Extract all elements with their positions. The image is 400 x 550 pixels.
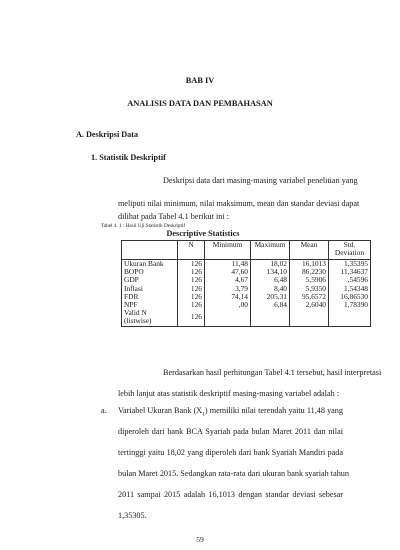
table-header-cell: Minimum (205, 241, 251, 260)
chapter-number: BAB IV (185, 76, 215, 85)
table-cell: 126 (178, 285, 205, 293)
list-item-line: 1,35305. (118, 511, 147, 520)
page-number: 59 (196, 535, 204, 544)
table-cell: 134,10 (251, 268, 290, 276)
table-cell: 16,1013 (290, 260, 329, 269)
table-cell: BOPO (122, 268, 178, 276)
table-cell: 126 (178, 301, 205, 309)
table-title: Descriptive Statistics (166, 229, 240, 238)
list-item-line: tertinggi yaitu 18,02 yang diperoleh dari bank Syariah Mandiri pada (118, 448, 343, 457)
table-header-row (122, 241, 371, 260)
table-cell: 126 (178, 268, 205, 276)
table-cell: 1,54348 (329, 285, 371, 293)
table-header-cell: Maximum (251, 241, 290, 260)
table-cell: Ukuran Bank (122, 260, 178, 269)
list-item-line: bulan Maret 2015. Sedangkan rata-rata dari ukuran bank syariah tahun (118, 469, 349, 478)
section-heading: A. Deskripsi Data (76, 130, 139, 139)
table-row (122, 309, 371, 326)
table-cell: ,54596 (329, 276, 371, 284)
analysis-line: lebih lanjut atas statistik deskriptif masing-masing variabel adalah : (118, 389, 340, 398)
table-cell: 6,84 (251, 301, 290, 309)
intro-line: dilihat pada Tabel 4.1 berikut ini : (118, 212, 229, 221)
table-cell: 4,67 (205, 276, 251, 284)
list-item-text: Variabel Ukuran Bank (X (118, 406, 203, 415)
table-row (122, 301, 371, 309)
table-header-cell: Mean (290, 241, 329, 260)
list-item-line: diperoleh dari bank BCA Syariah pada bulan Maret 2011 dan nilai (118, 427, 343, 436)
list-item-line (118, 406, 343, 418)
intro-line: Deskripsi data dari masing-masing variabel penelitian yang (163, 176, 358, 185)
table-cell (329, 309, 371, 326)
table-cell: 6,48 (251, 276, 290, 284)
table-cell: 126 (178, 276, 205, 284)
table-cell: 11,48 (205, 260, 251, 269)
table-cell: ,00 (205, 301, 251, 309)
table-cell: FDR (122, 293, 178, 301)
descriptive-statistics-table (121, 240, 371, 327)
table-cell (251, 309, 290, 326)
table-cell: 74,14 (205, 293, 251, 301)
table-cell: 126 (178, 293, 205, 301)
table-cell: 8,40 (251, 285, 290, 293)
table-cell: 5,9350 (290, 285, 329, 293)
table-cell: NPF (122, 301, 178, 309)
table-cell: GDP (122, 276, 178, 284)
table-cell: 47,60 (205, 268, 251, 276)
table-header-cell: N (178, 241, 205, 260)
table-cell (290, 309, 329, 326)
table-cell: 1,35395 (329, 260, 371, 269)
table-caption: Tabel 4. 1 : Hasil Uji Statistik Deskriptif (101, 223, 186, 229)
table-cell: 2,6040 (290, 301, 329, 309)
list-item-line: 2011 sampai 2015 adalah 16,1013 dengan standar deviasi sebesar (118, 490, 343, 499)
chapter-title: ANALISIS DATA DAN PEMBAHASAN (127, 99, 273, 108)
table-cell: 18,02 (251, 260, 290, 269)
table-cell: 11,34637 (329, 268, 371, 276)
table-cell: 1,78390 (329, 301, 371, 309)
table-cell: 5,5906 (290, 276, 329, 284)
table-cell: 3,79 (205, 285, 251, 293)
table-cell: Inflasi (122, 285, 178, 293)
list-item-text: ) memiliki nilai terendah yaitu 11,48 yang (204, 406, 343, 415)
table-cell (205, 309, 251, 326)
table-cell: 86,2230 (290, 268, 329, 276)
analysis-line: Berdasarkan hasil perhitungan Tabel 4.1 tersebut, hasil interpretasi (163, 368, 382, 377)
table-header-cell: Std. Deviation (329, 241, 371, 260)
table-cell: 16,86530 (329, 293, 371, 301)
table-cell: Valid N (listwise) (122, 309, 178, 326)
list-marker: a. (101, 406, 107, 415)
table-header-cell (122, 241, 178, 260)
intro-line: meliputi nilai minimum, nilai maksimum, mean dan standar deviasi dapat (118, 199, 360, 208)
table-cell: 126 (178, 309, 205, 326)
table-cell: 205,31 (251, 293, 290, 301)
subscript: 1 (202, 411, 205, 418)
subsection-heading: 1. Statistik Deskriptif (91, 153, 166, 162)
table-cell: 126 (178, 260, 205, 269)
table-cell: 95,6572 (290, 293, 329, 301)
